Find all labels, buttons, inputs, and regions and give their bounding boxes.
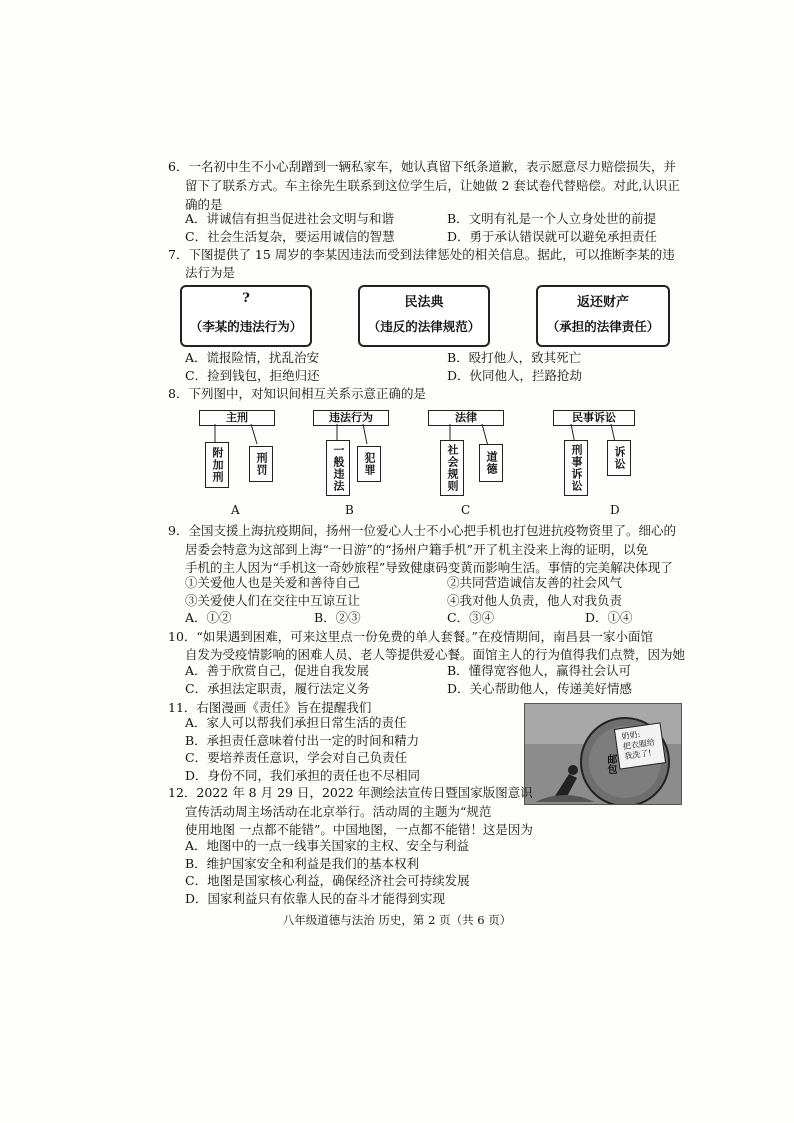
q9-option-d: D．①④ bbox=[585, 610, 633, 625]
q11-option-b: B．承担责任意味着付出一定的时间和精力 bbox=[185, 733, 420, 748]
q11-cartoon-image bbox=[524, 703, 682, 805]
q8a-left-box: 附加刑 bbox=[205, 442, 229, 488]
q12-option-d: D．国家利益只有依靠人民的奋斗才能得到实现 bbox=[185, 891, 446, 906]
q8a-label: A bbox=[231, 503, 240, 517]
q9-option-c: C．③④ bbox=[447, 610, 495, 625]
q7-flow-box-liability bbox=[536, 285, 670, 347]
q9-statement-1: ①关爱他人也是关爱和善待自己 bbox=[185, 575, 361, 590]
q6-option-c: C．社会生活复杂，要运用诚信的智慧 bbox=[185, 229, 395, 244]
q8b-right-box: 犯罪 bbox=[357, 446, 381, 482]
q7-option-d: D．伙同他人，拦路抢劫 bbox=[447, 368, 583, 383]
q12-option-b: B．维护国家安全和利益是我们的基本权利 bbox=[185, 856, 420, 871]
q7-flow-box-violation bbox=[180, 285, 312, 347]
q12-stem-line1: 12．2022 年 8 月 29 日，2022 年测绘法宣传日暨国家版图意识 bbox=[168, 785, 533, 800]
q12-option-c: C．地图是国家核心利益，确保经济社会可持续发展 bbox=[185, 873, 470, 888]
page-footer: 八年级道德与法治 历史，第 2 页（共 6 页） bbox=[282, 913, 512, 927]
q7-option-b: B．殴打他人，致其死亡 bbox=[447, 350, 582, 365]
q10-stem-line1: 10．“如果遇到困难，可来这里点一份免费的单人套餐。”在疫情期间，南昌县一家小面馆 bbox=[168, 629, 653, 644]
q6-option-b: B．文明有礼是一个人立身处世的前提 bbox=[447, 211, 657, 226]
q6-option-a: A．讲诚信有担当促进社会文明与和谐 bbox=[185, 211, 395, 226]
q9-statement-3: ③关爱使人们在交往中互谅互让 bbox=[185, 593, 361, 608]
q8-stem: 8．下列图中，对知识间相互关系示意正确的是 bbox=[168, 386, 426, 401]
q6-option-d: D．勇于承认错误就可以避免承担责任 bbox=[447, 229, 658, 244]
q7-flow-box-law bbox=[358, 285, 490, 347]
q7-stem-line1: 7．下图提供了 15 周岁的李某因违法而受到法律惩处的相关信息。据此，可以推断李某的违 bbox=[168, 247, 675, 262]
q6-stem-line1: 6．一名初中生不小心刮蹭到一辆私家车，她认真留下纸条道歉，表示愿意尽力赔偿损失，并 bbox=[168, 159, 676, 174]
q12-stem-line3: 使用地图 一点都不能错”。中国地图，一点都不能错！这是因为 bbox=[185, 822, 533, 837]
q8b-left-box: 一般违法 bbox=[326, 440, 350, 496]
cartoon-note-line2: 把衣服给 bbox=[622, 737, 656, 752]
q7-box2-bottom: （违反的法律规范） bbox=[367, 319, 481, 334]
q6-stem-line2: 留下了联系方式。车主徐先生联系到这位学生后，让她做 2 套试卷代替赔偿。对此,认识正 bbox=[185, 178, 680, 193]
q7-option-c: C．捡到钱包，拒绝归还 bbox=[185, 368, 320, 383]
q8d-left-box: 刑事诉讼 bbox=[564, 440, 588, 496]
q7-box1-bottom: （李某的违法行为） bbox=[189, 319, 303, 334]
q10-option-a: A．善于欣赏自己，促进自我发展 bbox=[185, 663, 370, 678]
q6-stem-line3: 确的是 bbox=[185, 197, 223, 212]
q11-option-d: D．身份不同，我们承担的责任也不尽相同 bbox=[185, 768, 421, 783]
cartoon-bag-label: 邮包 bbox=[605, 754, 616, 774]
q9-stem-line2: 居委会特意为这部到上海“一日游”的“扬州户籍手机”开了机主没来上海的证明，以免 bbox=[185, 542, 649, 557]
q9-stem-line3: 手机的主人因为“手机这一奇妙旅程”导致健康码变黄而影响生活。事情的完美解决体现了 bbox=[185, 560, 673, 575]
q9-stem-line1: 9．全国支援上海抗疫期间，扬州一位爱心人士不小心把手机也打包进抗疫物资里了。细心的 bbox=[168, 523, 676, 538]
q8d-label: D bbox=[610, 503, 620, 517]
q7-box3-bottom: （承担的法律责任） bbox=[546, 319, 660, 334]
q10-stem-line2: 自发为受疫情影响的困难人员、老人等提供爱心餐。面馆主人的行为值得我们点赞，因为她 bbox=[185, 647, 686, 662]
q8b-connector bbox=[313, 424, 393, 446]
q9-statement-4: ④我对他人负责，他人对我负责 bbox=[447, 593, 623, 608]
q8c-top-box: 法律 bbox=[428, 410, 504, 426]
q12-option-a: A．地图中的一点一线事关国家的主权、安全与利益 bbox=[185, 838, 470, 853]
q11-option-c: C．要培养责任意识，学会对自己负责任 bbox=[185, 750, 408, 765]
q8c-left-box: 社会规则 bbox=[440, 440, 464, 496]
q8b-top-box: 违法行为 bbox=[313, 410, 389, 426]
q9-option-a: A．①② bbox=[185, 610, 232, 625]
q10-option-c: C．承担法定职责，履行法定义务 bbox=[185, 681, 370, 696]
q8c-right-box: 道德 bbox=[479, 444, 503, 482]
q7-box2-top: 民法典 bbox=[404, 295, 444, 310]
q9-statement-2: ②共同营造诚信友善的社会风气 bbox=[447, 575, 623, 590]
q8a-right-box: 刑罚 bbox=[249, 446, 273, 482]
cartoon-note-line1: 奶奶: bbox=[621, 729, 641, 742]
q7-option-a: A．谎报险情，扰乱治安 bbox=[185, 350, 320, 365]
q8d-top-box: 民事诉讼 bbox=[553, 410, 635, 426]
q8d-right-box: 诉讼 bbox=[607, 440, 631, 476]
q7-stem-line2: 法行为是 bbox=[185, 265, 236, 280]
q7-box3-top: 返还财产 bbox=[576, 295, 629, 310]
q8a-top-box: 主刑 bbox=[199, 410, 275, 426]
q10-option-d: D．关心帮助他人，传递美好情感 bbox=[447, 681, 633, 696]
q10-option-b: B．懂得宽容他人，赢得社会认可 bbox=[447, 663, 632, 678]
q9-option-b: B．②③ bbox=[314, 610, 361, 625]
cartoon-note-line3: 我洗了! bbox=[623, 748, 653, 762]
q8b-label: B bbox=[345, 503, 354, 517]
q8c-label: C bbox=[461, 503, 471, 517]
q11-stem: 11．右图漫画《责任》旨在提醒我们 bbox=[168, 700, 372, 715]
q12-stem-line2: 宣传活动周主场活动在北京举行。活动周的主题为“规范 bbox=[185, 804, 492, 819]
q7-box1-top: ? bbox=[242, 291, 250, 306]
q11-option-a: A．家人可以帮我们承担日常生活的责任 bbox=[185, 715, 407, 730]
